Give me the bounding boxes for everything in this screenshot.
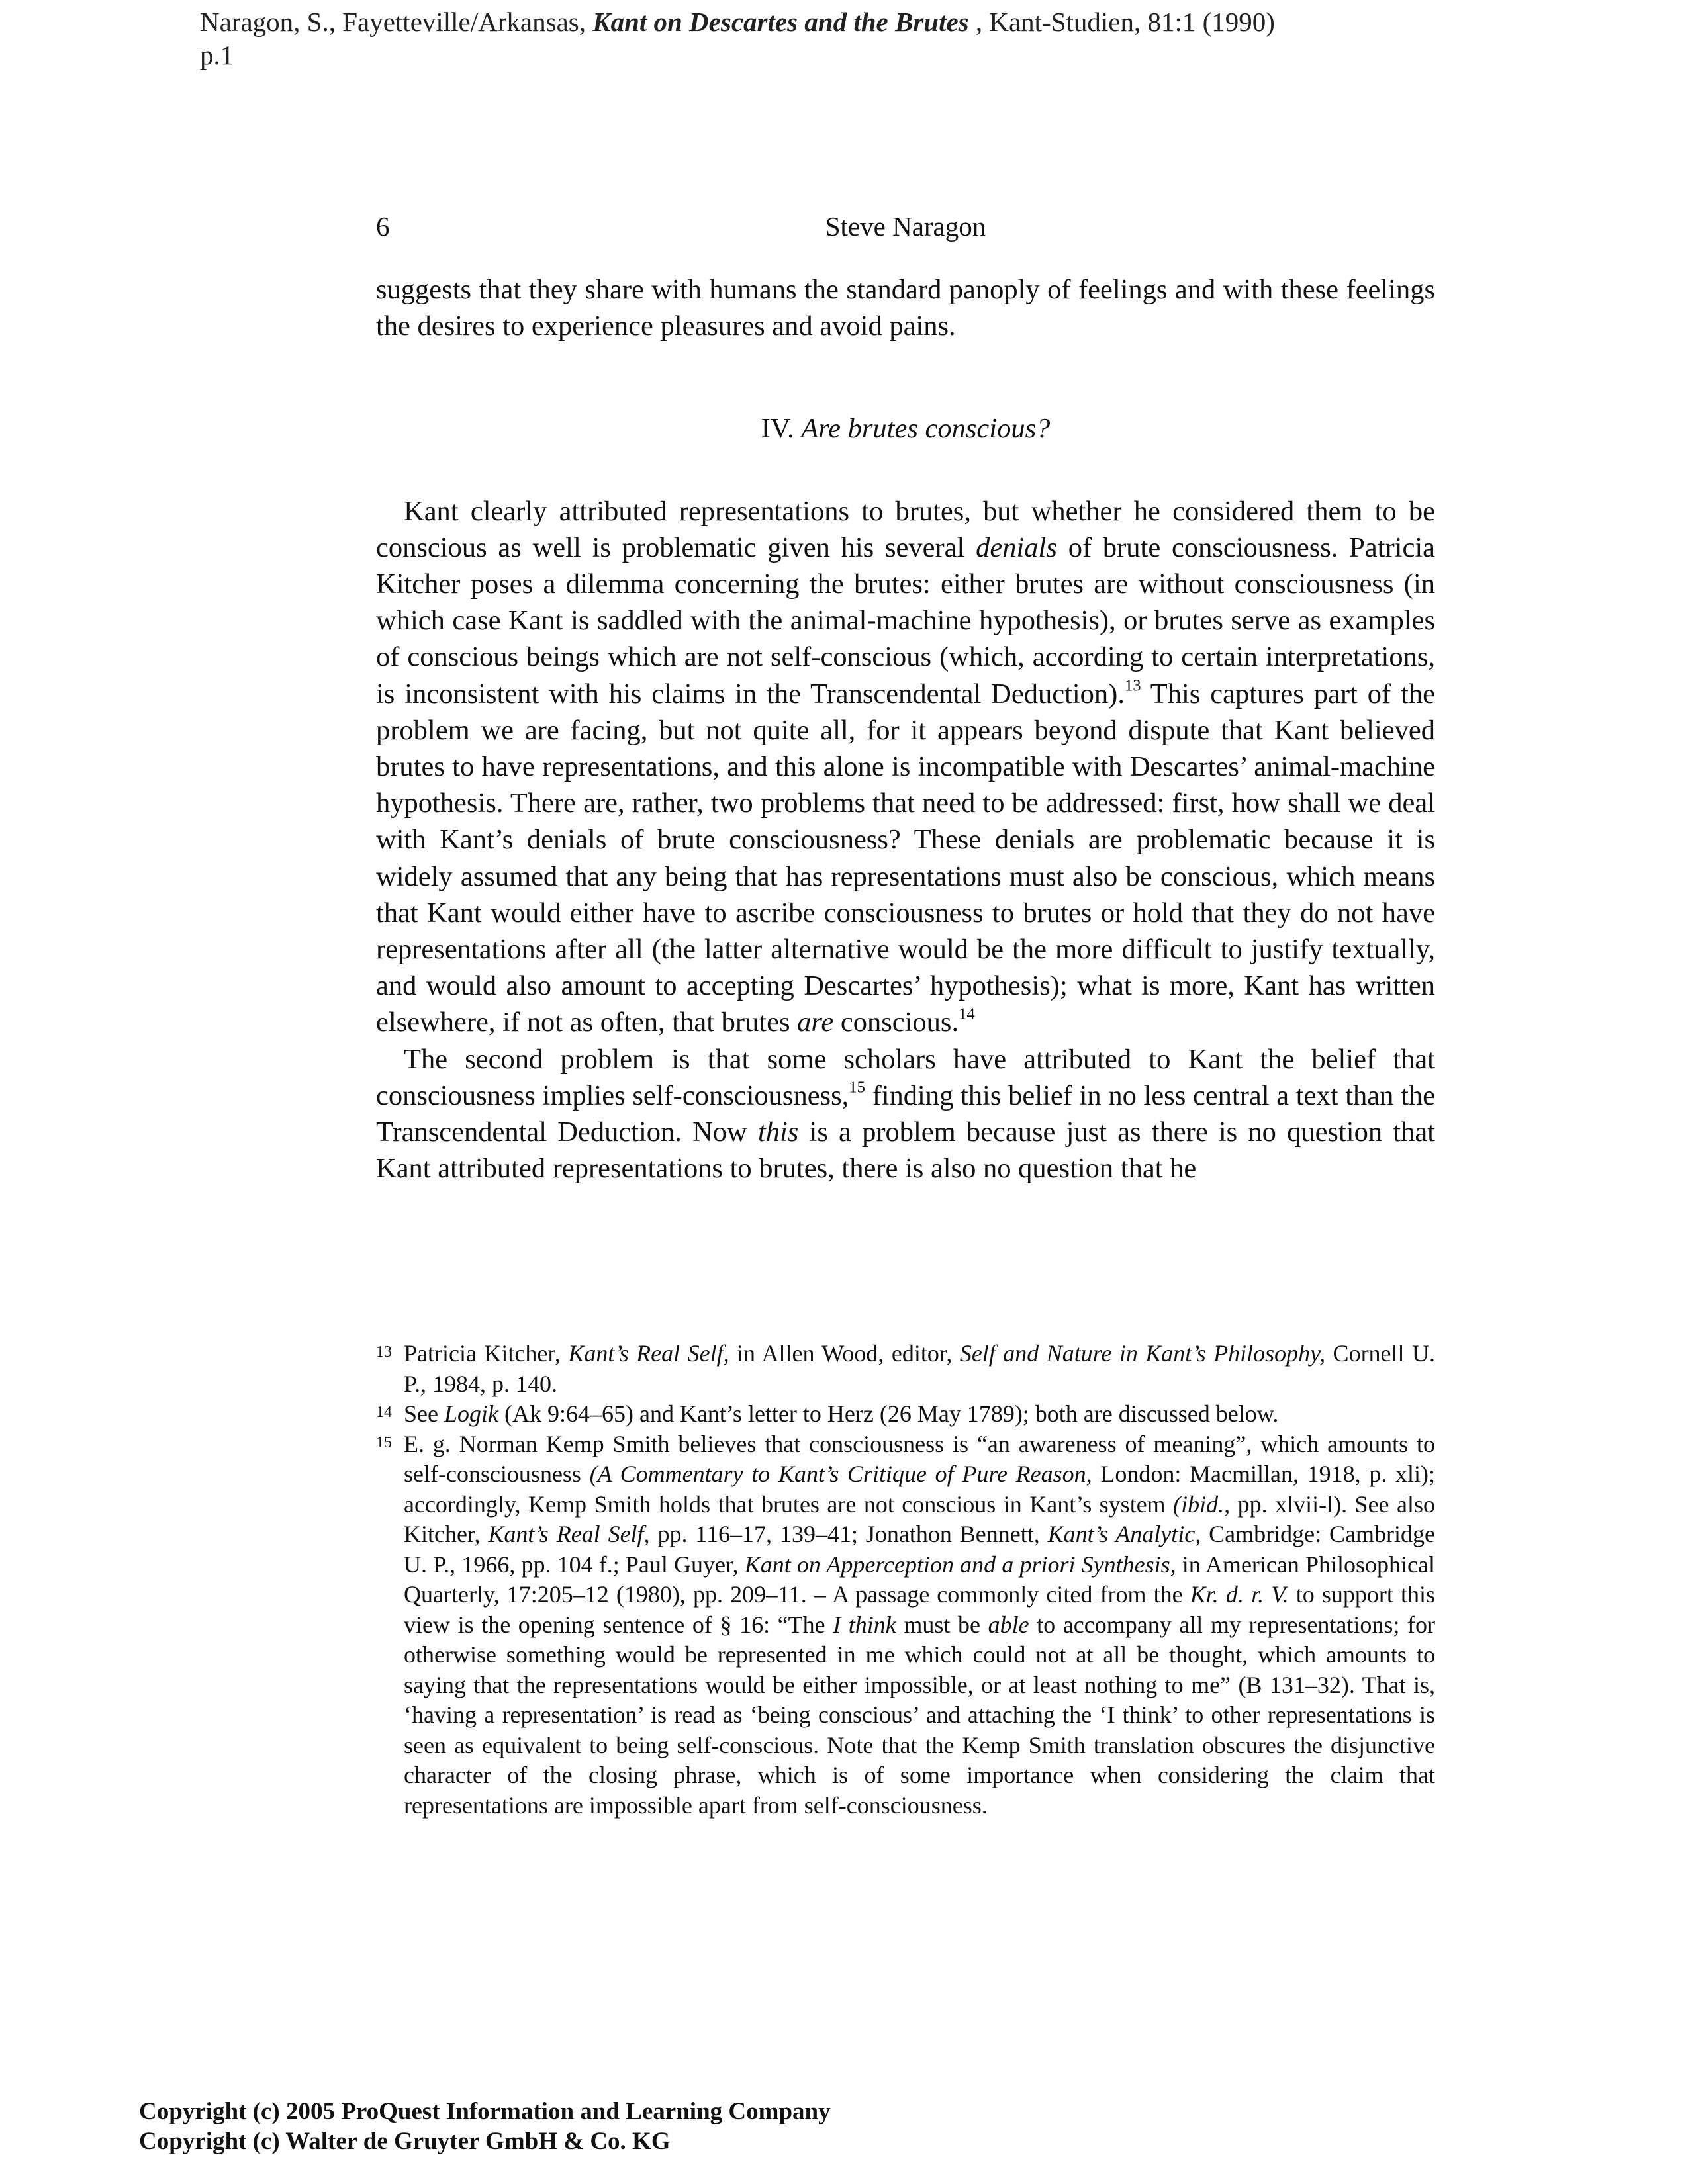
footnotes: [376, 1339, 1435, 1821]
text-run: E. g. Norman Kemp Smith believes that consciousness is “an awareness of meaning”, which amounts to self-consciousness: [404, 1430, 1435, 1487]
text-run: Patricia Kitcher,: [404, 1340, 569, 1367]
emphasis: Logik: [444, 1400, 498, 1427]
footnote-ref-14[interactable]: 14: [959, 1005, 975, 1023]
section-title: Are brutes conscious?: [801, 413, 1051, 445]
text-run: in Allen Wood, editor,: [729, 1340, 960, 1367]
footnote-ref-15[interactable]: 15: [849, 1078, 865, 1097]
emphasis: able: [988, 1611, 1029, 1638]
text-run: Cambridge: Cambridge U. P., 1966, pp. 104 f.; Paul Guyer,: [404, 1521, 1435, 1578]
copyright-line-2: Copyright (c) Walter de Gruyter GmbH & Co. KG: [139, 2128, 671, 2155]
text-run: London: Macmillan, 1918, p. xli); accordingly, Kemp Smith holds that brutes are not conscious in Kant’s system: [404, 1461, 1435, 1518]
footnote-number: 13: [376, 1343, 392, 1361]
footnote-text: [404, 1339, 1435, 1399]
text-run: See: [404, 1400, 444, 1427]
footnote-number: 14: [376, 1404, 392, 1421]
text-run: in American Philosophical Quarterly, 17:205–12 (1980), pp. 209–11. – A passage commonly cited from the: [404, 1551, 1436, 1608]
emphasis: (ibid.,: [1173, 1490, 1231, 1518]
emphasis: Kant’s Real Self,: [568, 1340, 729, 1367]
emphasis: Kr. d. r. V.: [1190, 1581, 1289, 1608]
emphasis: this: [757, 1116, 799, 1148]
footnote-number: 15: [376, 1433, 392, 1451]
footnote-ref-13[interactable]: 13: [1124, 676, 1141, 695]
emphasis: are: [797, 1007, 834, 1038]
footnote-13: [376, 1339, 1435, 1399]
citation-header: [200, 5, 1590, 71]
text-run: pp. xlvii-l). See also Kitcher,: [404, 1490, 1435, 1547]
running-head-author: Steve Naragon: [825, 211, 986, 242]
emphasis: Kant’s Real Self,: [488, 1521, 650, 1547]
footnote-14: [376, 1399, 1435, 1430]
citation-suffix: , Kant-Studien, 81:1 (1990): [968, 7, 1275, 37]
intro-paragraph: suggests that they share with humans the standard panoply of feelings and with these feelings the desires to experience pleasures and avoid pains.: [376, 274, 1435, 342]
text-run: finding this belief in no less central a text than the Transcendental Deduction. Now: [376, 1079, 1435, 1148]
citation-title: Kant on Descartes and the Brutes: [592, 7, 969, 37]
copyright-footer: [139, 2097, 1066, 2156]
main-text: [376, 271, 1435, 1187]
text-run: The second problem is that some scholars have attributed to Kant the belief that consciousness implies self-consciousness,: [376, 1043, 1435, 1111]
page-reference: p.1: [200, 40, 234, 70]
text-run: pp. 116–17, 139–41; Jonathon Bennett,: [649, 1521, 1048, 1547]
emphasis: (A Commentary to Kant’s Critique of Pure Reason,: [589, 1461, 1092, 1487]
paragraph-1: [376, 493, 1435, 1041]
emphasis: Kant on Apperception and a priori Synthesis,: [744, 1551, 1176, 1578]
text-run: conscious.: [833, 1007, 959, 1038]
text-run: to accompany all my representations; for otherwise something would be represented in me which could not at all be thought, which amounts to saying that the representations would be either impossible, or at least nothing to me” (B 131–32). That is, ‘having a representation’ is read as ‘being conscious’ and attaching the ‘I think’ to other representations is seen as equivalent to being self-conscious. Note that the Kemp Smith translation obscures the disjunctive character of the closing phrase, which is of some importance when considering the claim that representations are impossible apart from self-consciousness.: [404, 1611, 1435, 1819]
citation-line: [200, 5, 1590, 38]
text-run: Cornell U. P., 1984, p. 140.: [404, 1340, 1435, 1397]
text-run: is a problem because just as there is no question that Kant attributed representations to brutes, there is also no question that he: [376, 1116, 1435, 1185]
section-number: IV.: [761, 413, 794, 445]
text-run: Kant clearly attributed representations to brutes, but whether he considered them to be conscious as well is problematic given his several: [376, 495, 1435, 563]
text-run: This captures part of the problem we are facing, but not quite all, for it appears beyond dispute that Kant believed brutes to have representations, and this alone is incompatible with Descartes’ animal-machine hypothesis. There are, rather, two problems that need to be addressed: first, how shall we deal with Kant’s denials of brute consciousness? These denials are problematic because it is widely assumed that any being that has representations must also be conscious, which means that Kant would either have to ascribe consciousness to brutes or hold that they do not have representations after all (the latter alternative would be the more difficult to justify textually, and would also amount to accepting Descartes’ hypothesis); what is more, Kant has written elsewhere, if not as often, that brutes: [376, 678, 1435, 1038]
section-heading: [376, 410, 1435, 447]
text-run: must be: [896, 1611, 988, 1638]
footnote-text: [404, 1430, 1435, 1821]
text-run: of brute consciousness. Patricia Kitcher poses a dilemma concerning the brutes: either brutes are without consciousness (in which case Kant is saddled with the animal-machine hypothesis), or brutes serve as examples of conscious beings which are not self-conscious (which, according to certain interpretations, is inconsistent with his claims in the Transcendental Deduction).: [376, 531, 1435, 709]
text-run: (Ak 9:64–65) and Kant’s letter to Herz (26 May 1789); both are discussed below.: [498, 1400, 1279, 1427]
page-number: 6: [376, 211, 390, 242]
emphasis: I think: [833, 1611, 896, 1638]
footnote-text: [404, 1399, 1435, 1430]
paragraph-2: [376, 1041, 1435, 1187]
text-run: to support this view is the opening sentence of § 16: “The: [404, 1581, 1436, 1638]
footnote-15: [376, 1430, 1435, 1821]
emphasis: Kant’s Analytic,: [1047, 1521, 1201, 1547]
citation-prefix: Naragon, S., Fayetteville/Arkansas,: [200, 7, 593, 37]
emphasis: denials: [976, 531, 1057, 563]
copyright-line-1: Copyright (c) 2005 ProQuest Information and Learning Company: [139, 2098, 831, 2125]
running-head: [376, 210, 1435, 244]
emphasis: Self and Nature in Kant’s Philosophy,: [959, 1340, 1326, 1367]
